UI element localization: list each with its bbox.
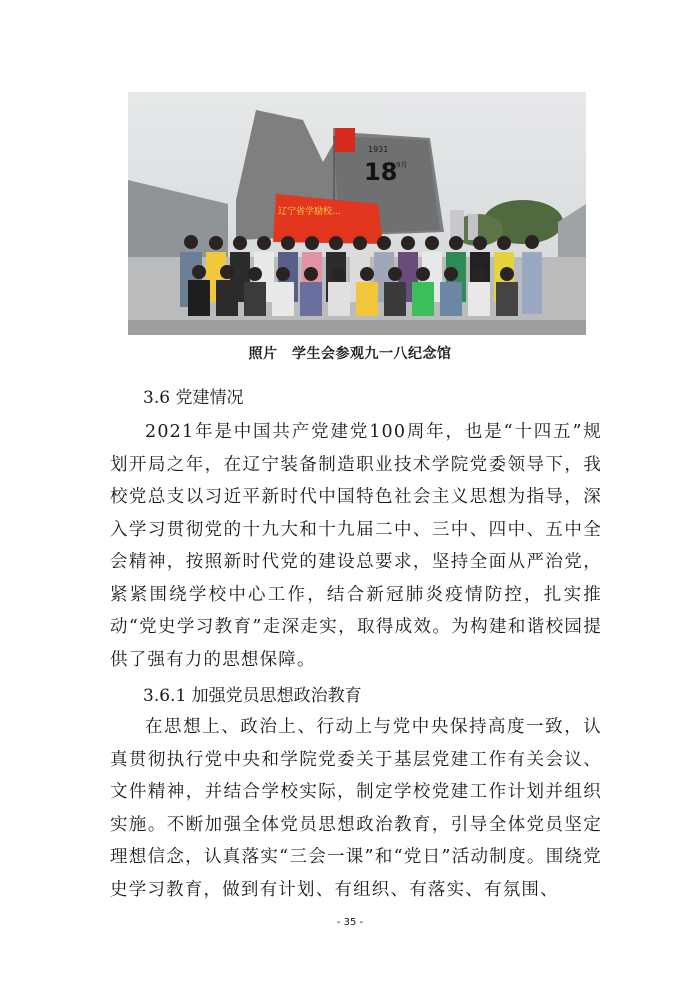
photo-caption: 照片 学生会参观九一八纪念馆 (248, 346, 452, 362)
group-photo (128, 92, 586, 335)
section-paragraph-3-6-1: 在思想上、政治上、行动上与党中央保持高度一致，认真贯彻执行党中央和学院党委关于基层党建工作有关会议、文件精神，并结合学校实际，制定学校党建工作计划并组织实施。不断加强全体党员思想政治教育，引导全体党员坚定理想信念，认真落实“三会一课”和“党日”活动制度。围绕党史学习教育，做到有计划、有组织、有落实、有氛围、 (110, 717, 602, 900)
banner-text: 辽宁省学励校... (278, 207, 341, 217)
monument-month: 9月 (396, 161, 408, 169)
monument-year: 1931 (368, 145, 389, 154)
monument-date: 18 (364, 158, 398, 186)
red-flag (335, 128, 355, 152)
section-heading-3-6-1: 3.6.1 加强党员思想政治教育 (143, 686, 362, 706)
memorial-photo-illustration (128, 92, 586, 335)
section-heading-3-6: 3.6 党建情况 (143, 388, 244, 408)
page-number: - 35 - (336, 917, 364, 928)
section-paragraph-3-6: 2021年是中国共产党建党100周年，也是“十四五”规划开局之年，在辽宁装备制造职业技术学院党委领导下，我校党总支以习近平新时代中国特色社会主义思想为指导，深入学习贯彻党的十九大和十九届二中、三中、四中、五中全会精神，按照新时代党的建设总要求，坚持全面从严治党，紧紧围绕学校中心工作，结合新冠肺炎疫情防控，扎实推动“党史学习教育”走深走实，取得成效。为构建和谐校园提供了强有力的思想保障。 (110, 422, 602, 670)
